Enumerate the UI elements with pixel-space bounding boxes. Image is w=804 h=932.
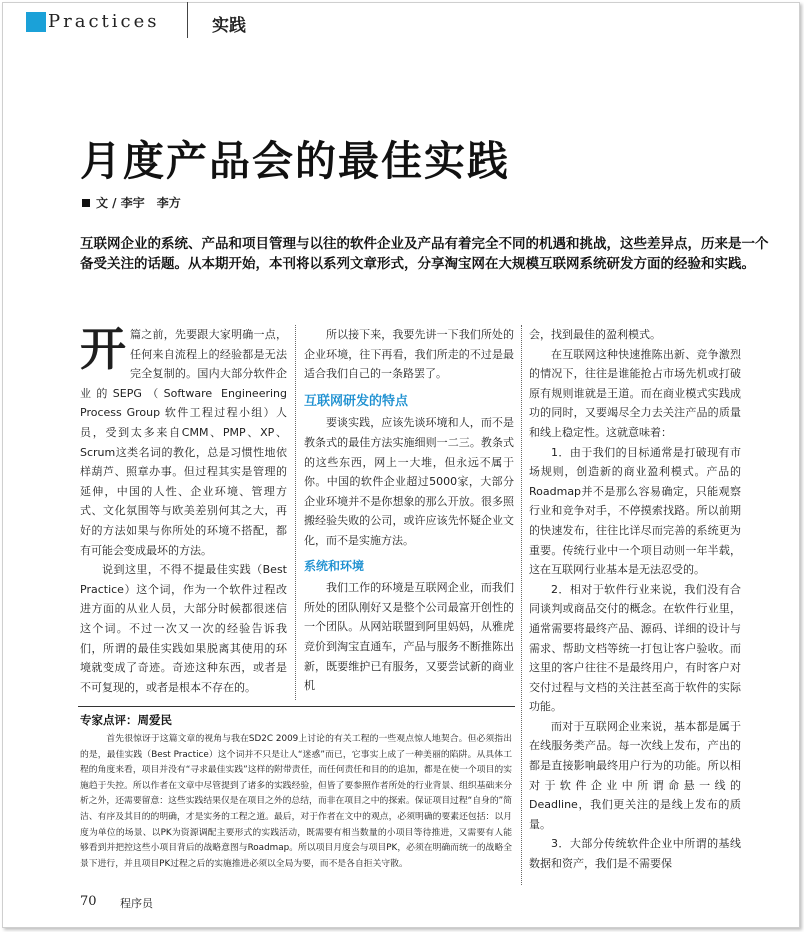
paragraph-text: 篇之前，先要跟大家明确一点，任何来自流程上的经验都是无法完全复制的。国内大部分软件企业的SEPG（Software Engineering Process Group 软件工程过程小组）人员，受到太多来自CMM、PMP、XP、Scrum这类名词的教化，总是习惯性地依样葫芦、照章办事。但过程其实是管理的延伸，中国的人性、企业环境、管理方式、文化氛围等与欧美差别何其之大，再好的方法如果与你所处的环境不搭配，都有可能会变成最坏的方法。	[80, 328, 287, 557]
section-marker-square	[26, 12, 46, 32]
article-title: 月度产品会的最佳实践	[80, 137, 510, 185]
byline	[82, 194, 181, 211]
drop-cap: 开	[80, 322, 126, 376]
paragraph: 在互联网这种快速推陈出新、竞争激烈的情况下，往往是谁能抢占市场先机或打破原有规则谁就是王道。而在商业模式实践成功的同时，又要竭尽全力去关注产品的质量和线上稳定性。这就意味着：	[529, 347, 741, 439]
subheading: 系统和环境	[304, 558, 365, 573]
column-2	[304, 325, 514, 696]
header-divider	[187, 2, 188, 38]
paragraph	[80, 322, 287, 560]
column-3	[529, 325, 741, 874]
column-1	[80, 322, 287, 697]
paragraph: 说到这里，不得不提最佳实践（Best Practice）这个词，作为一个软件过程改进方面的从业人员，大部分时候都很迷信这个词。不过一次又一次的经验告诉我们，所谓的最佳实践如果脱离其使用的环境就变成了奇迹。奇迹这种东西，或者是不可复现的，或者是根本不存在的。	[80, 563, 287, 694]
paragraph: 所以接下来，我要先讲一下我们所处的企业环境，往下再看，我们所走的不过是最适合我们自己的一条路罢了。	[304, 328, 514, 381]
paragraph: 要谈实践，应该先谈环境和人，而不是教条式的最佳方法实施细则一二三。教条式的这些东西，网上一大堆，但永远不属于你。中国的软件企业超过5000家，大部分企业环境并不是你想象的那么开放。很多照搬经验失败的公司，或许应该先怀疑企业文化，而不是实施方法。	[304, 416, 514, 547]
section-label: Practices	[48, 11, 160, 32]
expert-review-body: 首先很惊讶于这篇文章的视角与我在SD2C 2009上讨论的有关工程的一些观点惊人地契合。但必须指出的是，最佳实践（Best Practice）这个词并不只是让人“迷惑”而已，它事实上成了一种美丽的陷阱。从具体工程的角度来看，项目并没有“寻求最佳实践”这样的附带责任，而任何责任和目的的追加，都是在使一个项目的实施趋于失控。所以作者在文章中尽管提到了诸多的实践经验，但皆了要参照作者所处的行业背景、组织基础来分析之外，还需要留意：这些实践结果仅是在项目之外的总结，而非在项目之中的探索。保证项目过程“自身的”简洁、有序及其目的的明确，才是实务的工程之道。最后，对于作者在文中的观点，必须明确的要素还包括：以月度为单位的场景、以PK为资源调配主要形式的实践活动，既需要有相当数量的小项目等待推进，又需要有人能够看到并把控这些小项目背后的战略意图与Roadmap。所以项目月度会与项目PK，必须在明确而统一的战略全景下进行，并且项目PK过程之后的实施推进必须以全局为要，而不是各自拒关守散。	[80, 734, 512, 869]
paragraph: 1．由于我们的目标通常是打破现有市场规则，创造新的商业盈利模式。产品的Roadmap并不是那么容易确定，只能观察行业和竞争对手，不停摸索找路。所以前期的快速发布，往往比详尽而完善的系统更为重要。传统行业中一个项目动则一年半载，这在互联网行业基本是无法忍受的。	[529, 445, 741, 577]
column-divider	[295, 325, 296, 700]
subheading: 互联网研发的特点	[304, 393, 409, 409]
byline-text: 文 / 李宇 李方	[96, 196, 181, 210]
paragraph: 3．大部分传统软件企业中所谓的基线数据和资产，我们是不需要保	[529, 837, 741, 871]
paragraph: 而对于互联网企业来说，基本都是属于在线服务类产品。每一次线上发布，产出的都是直接影响最终用户行为的功能。所以相对于软件企业中所谓命悬一线的Deadline，我们更关注的是线上发布的质量。	[529, 719, 741, 831]
byline-square-icon	[82, 199, 90, 207]
article-intro: 互联网企业的系统、产品和项目管理与以往的软件企业及产品有着完全不同的机遇和挑战，这些差异点，历来是一个备受关注的话题。从本期开始，本刊将以系列文章形式，分享淘宝网在大规模互联网系统研发方面的经验和实践。	[80, 236, 769, 272]
page-number: 70	[80, 894, 97, 909]
column-divider	[521, 325, 522, 885]
paragraph: 会，找到最佳的盈利模式。	[529, 328, 661, 341]
expert-review-title: 专家点评：周爱民	[80, 713, 172, 727]
paragraph: 我们工作的环境是互联网企业，而我们所处的团队刚好又是整个公司最富开创性的一个团队。从网站联盟到阿里妈妈，从雅虎竞价到淘宝直通车，产品与服务不断推陈出新，既要维护已有服务，又要尝试新的商业机	[304, 581, 514, 693]
magazine-name: 程序员	[120, 897, 153, 910]
expert-divider	[78, 706, 515, 707]
category-label: 实践	[212, 16, 246, 36]
paragraph: 2．相对于软件行业来说，我们没有合同谈判或商品交付的概念。在软件行业里，通常需要将最终产品、源码、详细的设计与需求、帮助文档等统一打包让客户验收。而这里的客户往往不是最终用户，有时客户对交付过程与文档的关注甚至高于软件的实际功能。	[529, 582, 741, 714]
